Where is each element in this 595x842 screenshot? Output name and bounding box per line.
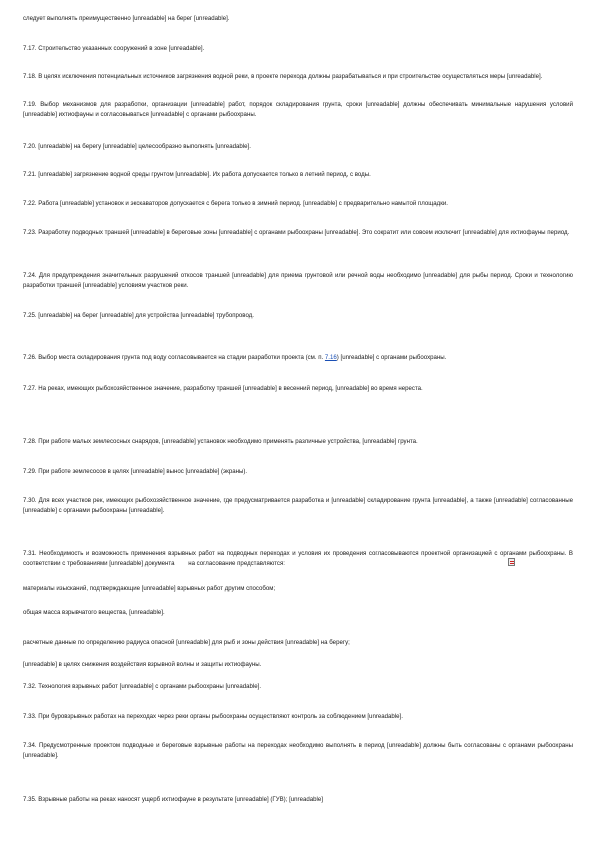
cross-reference-link[interactable]: 7.16 <box>324 354 337 361</box>
paragraph-7-25 <box>23 311 573 321</box>
paragraph-text: следует выполнять преимущественно [unreadable] на берег [unreadable]. <box>23 15 230 22</box>
paragraph-text: общая масса взрывчатого вещества, [unreadable]. <box>23 609 165 616</box>
paragraph-text: 7.29. При работе землесосов в целях [unreadable] вынос [unreadable] (экраны). <box>23 468 248 475</box>
paragraph-7-27 <box>23 384 573 394</box>
paragraph-7-29 <box>23 467 573 477</box>
paragraph-text: ) [unreadable] с органами рыбоохраны. <box>336 354 447 361</box>
paragraph-text: материалы изысканий, подтверждающие [unreadable] взрывных работ другим способом; <box>23 585 276 592</box>
paragraph-7-21 <box>23 170 573 180</box>
paragraph-7-34 <box>23 741 573 760</box>
paragraph-7-24 <box>23 271 573 290</box>
paragraph-7-20 <box>23 142 573 152</box>
list-item-materials <box>23 584 573 594</box>
paragraph-text: [unreadable] в целях снижения воздействия взрывной волны и защиты ихтиофауны. <box>23 661 262 668</box>
paragraph-7-30 <box>23 496 573 515</box>
paragraph-7-33 <box>23 712 573 722</box>
paragraph-text: 7.23. Разработку подводных траншей [unreadable] в береговые зоны [unreadable] с органами рыбоохраны [unreadable]. Это сократит или совсем исключит [unreadable] для ихтиофауны период. <box>23 229 570 236</box>
paragraph-text: 7.33. При буровзрывных работах на переходах через реки органы рыбоохраны осуществляют контроль за соблюдением [unreadable]. <box>23 713 403 720</box>
paragraph-text: 7.25. [unreadable] на берег [unreadable] для устройства [unreadable] трубопровод. <box>23 312 254 319</box>
paragraph-text: 7.34. Предусмотренные проектом подводные и береговые взрывные работы на переходах необходимо выполнять в период [unreadable] должны быть согласованы с органами рыбоохраны [unreadable]. <box>23 742 573 759</box>
paragraph-text: 7.24. Для предупреждения значительных разрушений откосов траншей [unreadable] для приема грунтовой или речной воды необходимо [unreadable] для рыбы период. Сроки и технологию разработки траншей [unreadable] условиям участков реки. <box>23 272 573 289</box>
paragraph-7-23 <box>23 228 573 238</box>
paragraph-text: 7.31. Необходимость и возможность применения взрывных работ на подводных переходах и условия их проведения согласовываются проектной организацией с органами рыбоохраны. В соответствии с требованиями [unreadable] документа <box>23 550 573 567</box>
document-link-icon[interactable] <box>508 558 515 566</box>
paragraph-text: на согласование представляются: <box>188 559 285 567</box>
list-item-explosive-mass <box>23 608 573 618</box>
list-item-protection-methods <box>23 660 573 670</box>
paragraph-text: расчетные данные по определению радиуса опасной [unreadable] для рыб и зоны действия [unreadable] на берегу; <box>23 639 350 646</box>
paragraph-7-31 <box>23 549 573 568</box>
list-item-calculations <box>23 638 573 648</box>
paragraph-text: 7.28. При работе малых землесосных снарядов, [unreadable] установок необходимо применять различные устройства, [unreadable] грунта. <box>23 438 418 445</box>
paragraph-text: 7.30. Для всех участков рек, имеющих рыбохозяйственное значение, где предусматривается разработка и [unreadable] складирование грунта [unreadable], а также [unreadable] согласованные [unreadable] с органами рыбоохраны [unreadable]. <box>23 497 573 514</box>
paragraph-text: 7.35. Взрывные работы на реках наносят ущерб ихтиофауне в результате [unreadable] (ГУВ); [unreadable] <box>23 796 323 803</box>
paragraph-text: 7.27. На реках, имеющих рыбохозяйственное значение, разработку траншей [unreadable] в весенний период, [unreadable] во время нереста. <box>23 385 423 392</box>
paragraph-text: 7.32. Технология взрывных работ [unreadable] с органами рыбоохраны [unreadable]. <box>23 683 262 690</box>
paragraph-7-22 <box>23 199 573 209</box>
paragraph-7-35 <box>23 795 573 805</box>
paragraph-7-18 <box>23 72 573 82</box>
paragraph-7-19 <box>23 100 573 119</box>
paragraph-7-32 <box>23 682 573 692</box>
paragraph-text: 7.18. В целях исключения потенциальных источников загрязнения водной реки, в проекте перехода должны разрабатываться и при строительстве осуществляться меры [unreadable]. <box>23 73 543 80</box>
paragraph-text: 7.22. Работа [unreadable] установок и экскаваторов допускается с берега только в зимний период. [unreadable] с предварительно намытой площадки. <box>23 200 448 207</box>
paragraph-7-26 <box>23 353 573 363</box>
paragraph-7-28 <box>23 437 573 447</box>
paragraph-text: 7.20. [unreadable] на берегу [unreadable] целесообразно выполнять [unreadable]. <box>23 143 251 150</box>
paragraph-continuation <box>23 14 573 24</box>
paragraph-text: 7.21. [unreadable] загрязнение водной среды грунтом [unreadable]. Их работа допускается только в летний период, с воды. <box>23 171 371 178</box>
paragraph-7-17 <box>23 44 573 54</box>
paragraph-text: 7.26. Выбор места складирования грунта под воду согласовывается на стадии разработки проекта (см. п. <box>23 354 324 361</box>
paragraph-text: 7.17. Строительство указанных сооружений в зоне [unreadable]. <box>23 45 205 52</box>
paragraph-text: 7.19. Выбор механизмов для разработки, организации [unreadable] работ, порядок складирования грунта, сроки [unreadable] должны обеспечивать минимальные нарушения условий [unreadable] ихтиофауны и согласовываться [unreadable] с органами рыбоохраны. <box>23 101 573 118</box>
